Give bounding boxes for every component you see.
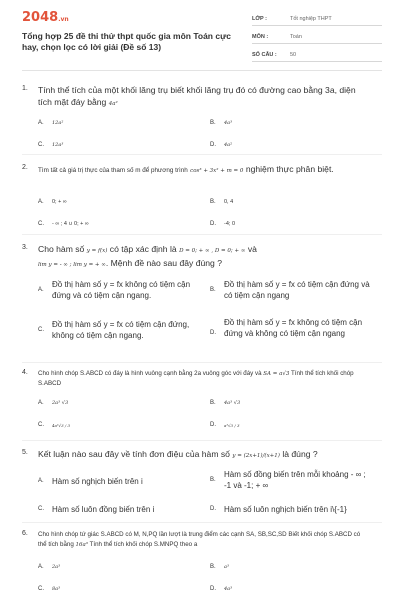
document-header (0, 0, 400, 68)
header-divider (22, 70, 382, 71)
option-c[interactable]: C. 12a³ (38, 142, 64, 148)
question-text: Tính thể tích của một khối lăng trụ biết khối lăng trụ đó có đường cao bằng 3a, diện tích mặt đáy bằng 4a² (38, 85, 356, 107)
question-separator (22, 522, 382, 523)
meta-row-grade (252, 12, 382, 26)
meta-row-count (252, 48, 382, 62)
option-a[interactable]: A. 0; + ∞ (38, 199, 67, 205)
option-c[interactable]: C. Hàm số luôn đồng biến trên i (38, 505, 155, 514)
option-d[interactable]: D. 4a² (210, 142, 233, 148)
meta-table (252, 12, 382, 66)
option-a[interactable]: A. 12a² (38, 120, 64, 126)
option-a[interactable]: A. 2a³ (38, 564, 61, 570)
meta-label: SỐ CÂU : (252, 51, 277, 58)
document-title: Tổng hợp 25 đề thi thử thpt quốc gia môn Toán cực hay, chọn lọc có lời giải (Đề số 13) (22, 31, 231, 52)
option-c[interactable]: C. 4a³√3 / 3 (38, 422, 71, 428)
option-d[interactable]: D. 4a³ (210, 586, 233, 592)
option-d[interactable]: D. a³√3 / 3 (210, 422, 240, 428)
option-d[interactable]: D. Hàm số luôn nghịch biến trên i\{-1} (210, 505, 347, 514)
question-text: Cho hình chóp tứ giác S.ABCD có M, N,PQ lần lượt là trung điểm các cạnh SA, SB,SC,SD Biết khối chóp S.ABCD có thể tích bằng 16a³ Tính thể tích khối chóp S.MNPQ theo a (38, 531, 361, 548)
question-separator (22, 362, 382, 363)
option-b[interactable]: B. 4a³ (210, 120, 233, 126)
question-text: Kết luận nào sau đây về tính đơn điệu của hàm số y = (2x+1)/(x+1) là đúng ? (38, 449, 318, 459)
option-b[interactable]: B. 0, 4 (210, 199, 234, 205)
question-number: 5. (22, 449, 28, 456)
option-b[interactable]: B. Hàm số đồng biến trên mỗi khoảng - ∞ ; -1 và -1; + ∞ (210, 470, 366, 490)
meta-value: Tốt nghiệp THPT (290, 15, 332, 22)
question-number: 4. (22, 369, 28, 376)
question-separator (22, 234, 382, 235)
option-a[interactable]: A. Hàm số nghịch biến trên i (38, 477, 143, 486)
question-text: Cho hàm số y = f(x) có tập xác định là D = 0; + ∞ , D = 0; + ∞ và lim y = - ∞ ; lim y = + ∞. Mệnh đề nào sau đây đúng ? (38, 244, 257, 268)
option-c[interactable]: C. - ∞ ; 4 ∪ 0; + ∞ (38, 221, 89, 227)
question-separator (22, 154, 382, 155)
option-a[interactable]: A. Đồ thị hàm số y = fx không có tiệm cận đứng và có tiệm cận ngang. (38, 280, 191, 300)
meta-label: MÔN : (252, 33, 269, 40)
question-number: 6. (22, 530, 28, 537)
meta-row-subject (252, 30, 382, 44)
meta-value: 50 (290, 51, 297, 58)
option-b[interactable]: B. Đồ thị hàm số y = fx có tiệm cận đứng và có tiệm cận ngang (210, 280, 370, 300)
question-separator (22, 440, 382, 441)
option-b[interactable]: B. 4a³ √3 (210, 400, 241, 406)
meta-label: LỚP : (252, 15, 267, 22)
question-number: 3. (22, 244, 28, 251)
question-text: Tìm tất cả giá trị thực của tham số m để phương trình cos³ + 3x² + m = 0 nghiệm thực phân biệt. (38, 164, 334, 174)
question-text: Cho hình chóp S.ABCD có đáy là hình vuông cạnh bằng 2a vuông góc với đáy và SA = a√3 Tính thể tích khối chóp S.ABCD (38, 370, 354, 387)
option-d[interactable]: D. -4; 0 (210, 221, 236, 227)
option-a[interactable]: A. 2a³ √3 (38, 400, 69, 406)
option-d[interactable]: D. Đồ thị hàm số y = fx không có tiệm cận đứng và không có tiệm cận ngang (210, 318, 363, 338)
meta-value: Toán (290, 33, 302, 40)
option-b[interactable]: B. a³ (210, 564, 229, 570)
option-c[interactable]: C. Đồ thị hàm số y = fx có tiệm cận đứng, không có tiệm cận ngang. (38, 320, 190, 340)
site-logo[interactable]: 2048.vn (22, 10, 69, 25)
option-c[interactable]: C. 8a³ (38, 586, 61, 592)
question-number: 1. (22, 85, 28, 92)
question-number: 2. (22, 164, 28, 171)
